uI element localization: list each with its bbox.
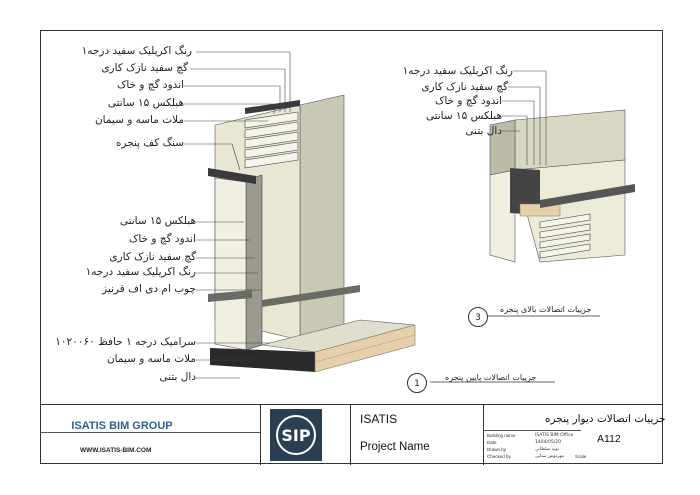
label-hebel-block-mid: هبلکس ۱۵ سانتی	[119, 215, 196, 227]
company-logo	[270, 409, 322, 461]
label-right-concrete-slab: دال بتنی	[465, 125, 502, 137]
info-label-building: Building name	[487, 433, 516, 438]
label-white-plaster: گچ سفید نازک کاری	[101, 62, 188, 74]
label-cement-mortar-bottom: ملات ماسه و سیمان	[106, 353, 196, 365]
sheet-title: جزییات اتصالات دیوار پنجره	[545, 413, 666, 425]
label-white-plaster-mid: گچ سفید نازک کاری	[109, 251, 196, 263]
sip-logo-icon	[270, 409, 322, 461]
label-window-sill-stone: سنگ کف پنجره	[115, 137, 184, 149]
label-cement-mortar: ملات ماسه و سیمان	[94, 114, 184, 126]
group-name: ISATIS BIM GROUP	[71, 420, 173, 432]
callout-number-bottom: 1	[407, 373, 427, 393]
sheet-number: A112	[597, 433, 621, 445]
label-right-acrylic-paint: رنگ اکریلیک سفید درجه۱	[402, 65, 513, 77]
label-right-white-plaster: گچ سفید نازک کاری	[421, 81, 508, 93]
company-name: ISATIS	[360, 412, 398, 426]
project-name: Project Name	[360, 441, 430, 453]
title-block-info-divider	[483, 430, 581, 431]
info-value-building: ISATIS BIM Office	[535, 433, 574, 438]
label-hebel-block: هبلکس ۱۵ سانتی	[107, 97, 184, 109]
info-label-checked-by: Checked by	[487, 454, 511, 459]
label-mdf-skirting: چوب ام دی اف قرنیز	[102, 283, 196, 295]
title-block-divider	[40, 432, 260, 433]
callout-title-top: جزییات اتصالات بالای پنجره	[500, 305, 592, 314]
callout-number-top: 3	[468, 307, 488, 327]
website-link[interactable]: WWW.ISATIS-BIM.COM	[80, 447, 152, 454]
label-gypsum-soil-plaster: اندود گچ و خاک	[116, 79, 184, 91]
info-label-date: Date	[487, 440, 497, 445]
info-value-checked-by: مهرنوش سنایی	[535, 454, 564, 459]
label-acrylic-paint: رنگ اکریلیک سفید درجه۱	[81, 45, 192, 57]
label-right-gypsum-soil: اندود گچ و خاک	[434, 95, 502, 107]
label-gypsum-soil-plaster-mid: اندود گچ و خاک	[128, 233, 196, 245]
label-acrylic-paint-mid: رنگ اکریلیک سفید درجه۱	[85, 266, 196, 278]
info-label-drawn-by: Drawn by	[487, 447, 507, 452]
info-value-date: 1404/05/20	[535, 440, 561, 445]
logo-text: SIP	[281, 426, 311, 445]
callout-title-bottom: جزییات اتصالات پایین پنجره	[445, 373, 537, 382]
label-right-hebel-block: هبلکس ۱۵ سانتی	[425, 110, 502, 122]
info-label-scale: Scale	[575, 454, 587, 459]
info-value-drawn-by: نوید سلطانی	[535, 447, 559, 452]
label-ceramic-tile: سرامیک درجه ۱ حافظ ۱۰۲۰۰۶۰	[55, 336, 196, 348]
label-concrete-slab: دال بتنی	[159, 371, 196, 383]
